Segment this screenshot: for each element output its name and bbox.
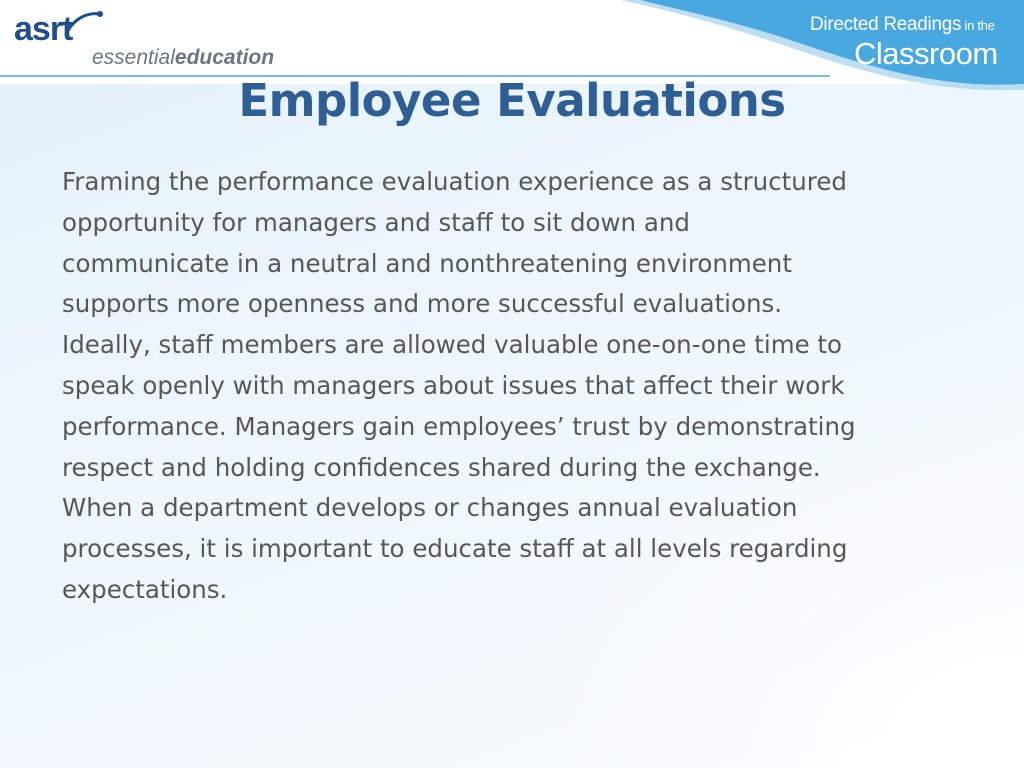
body-line: opportunity for managers and staff to sit down and — [62, 207, 690, 237]
body-line: speak openly with managers about issues that affect their work — [62, 370, 845, 400]
tagline-bold: education — [174, 46, 275, 69]
body-line: Framing the performance evaluation experience as a structured — [62, 167, 847, 196]
brand-title-line2: Classroom — [854, 36, 998, 71]
body-line: processes, it is important to educate staff at all levels regarding — [62, 534, 848, 564]
asrt-swoosh-icon — [60, 8, 106, 38]
body-line: Ideally, staff members are allowed valuable one-on-one time to — [62, 330, 843, 360]
brand-title-small: in the — [961, 18, 995, 33]
body-line: supports more openness and more successful evaluations. — [62, 289, 783, 319]
body-line: expectations. — [62, 574, 228, 604]
body-line: respect and holding confidences shared during the exchange. — [62, 452, 821, 482]
brand-title-line1 — [810, 14, 995, 36]
asrt-logo: asrt — [14, 10, 73, 48]
body-line: communicate in a neutral and nonthreatening environment — [62, 248, 792, 278]
body-line: performance. Managers gain employees’ trust by demonstrating — [62, 411, 856, 441]
body-line: When a department develops or changes annual evaluation — [62, 493, 798, 523]
slide-body — [62, 162, 962, 611]
logo-tagline — [92, 46, 274, 70]
brand-title-main: Directed Readings — [810, 14, 962, 35]
tagline-light: essential — [92, 46, 175, 69]
slide-title: Employee Evaluations — [238, 74, 786, 127]
